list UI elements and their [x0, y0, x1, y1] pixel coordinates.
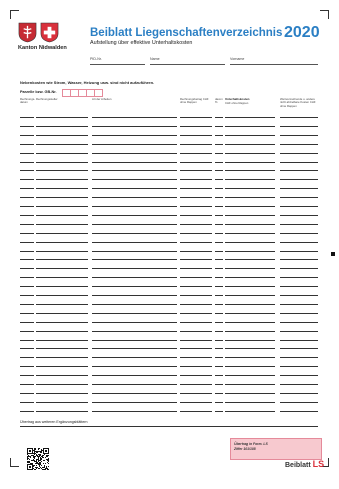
table-cell[interactable] — [92, 135, 177, 136]
nidwalden-coat-of-arms-icon — [18, 22, 37, 43]
table-cell[interactable] — [92, 366, 177, 367]
col-header-issuer: Rechnungssteller — [36, 97, 58, 101]
table-cell[interactable] — [180, 197, 212, 198]
col-header-maintenance-sub: CHF ohne Rappen — [225, 100, 249, 105]
table-cell[interactable] — [225, 206, 275, 207]
table-cell[interactable] — [180, 268, 212, 269]
table-cell[interactable] — [215, 179, 223, 180]
table-cell[interactable] — [225, 170, 275, 171]
table-cell[interactable] — [280, 233, 318, 234]
table-cell[interactable] — [280, 295, 318, 296]
table-cell[interactable] — [225, 144, 275, 145]
table-cell[interactable] — [92, 348, 177, 349]
table-cell[interactable] — [180, 402, 212, 403]
table-cell[interactable] — [20, 322, 34, 323]
table-cell[interactable] — [215, 366, 223, 367]
table-cell[interactable] — [225, 384, 275, 385]
table-cell[interactable] — [215, 117, 223, 118]
table-cell[interactable] — [92, 393, 177, 394]
table-cell[interactable] — [180, 348, 212, 349]
table-cell[interactable] — [20, 304, 34, 305]
table-cell[interactable] — [215, 188, 223, 189]
table-cell[interactable] — [20, 144, 34, 145]
table-cell[interactable] — [225, 357, 275, 358]
table-cell[interactable] — [20, 277, 34, 278]
table-cell[interactable] — [180, 384, 212, 385]
table-cell[interactable] — [280, 366, 318, 367]
tax-year: 2020 — [284, 24, 320, 41]
table-cell[interactable] — [280, 286, 318, 287]
table-cell[interactable] — [180, 295, 212, 296]
table-cell[interactable] — [36, 188, 88, 189]
table-cell[interactable] — [92, 331, 177, 332]
table-cell[interactable] — [180, 215, 212, 216]
table-cell[interactable] — [36, 348, 88, 349]
table-cell[interactable] — [280, 277, 318, 278]
table-cell[interactable] — [180, 233, 212, 234]
table-cell[interactable] — [92, 313, 177, 314]
table-cell[interactable] — [36, 179, 88, 180]
table-cell[interactable] — [92, 197, 177, 198]
table-cell[interactable] — [215, 295, 223, 296]
table-cell[interactable] — [20, 170, 34, 171]
table-cell[interactable] — [20, 286, 34, 287]
table-cell[interactable] — [92, 259, 177, 260]
table-cell[interactable] — [215, 153, 223, 154]
table-cell[interactable] — [36, 277, 88, 278]
table-cell[interactable] — [225, 331, 275, 332]
carry-over-label: Übertrag aus weiteren Ergänzungsblättern — [20, 420, 88, 424]
table-cell[interactable] — [280, 135, 318, 136]
table-cell[interactable] — [280, 348, 318, 349]
table-cell[interactable] — [180, 411, 212, 412]
document-title: Beiblatt Liegenschaftenverzeichnis — [90, 27, 283, 39]
table-cell[interactable] — [225, 348, 275, 349]
table-cell[interactable] — [215, 242, 223, 243]
table-cell[interactable] — [215, 277, 223, 278]
table-cell[interactable] — [180, 393, 212, 394]
table-cell[interactable] — [280, 375, 318, 376]
name-field[interactable] — [150, 64, 225, 65]
canton-name: Kanton Nidwalden — [18, 45, 67, 51]
table-cell[interactable] — [280, 188, 318, 189]
table-cell[interactable] — [92, 357, 177, 358]
table-cell[interactable] — [180, 366, 212, 367]
table-cell[interactable] — [20, 268, 34, 269]
table-cell[interactable] — [36, 411, 88, 412]
table-cell[interactable] — [280, 331, 318, 332]
table-cell[interactable] — [92, 304, 177, 305]
table-cell[interactable] — [92, 411, 177, 412]
table-cell[interactable] — [280, 197, 318, 198]
table-cell[interactable] — [92, 170, 177, 171]
table-cell[interactable] — [36, 322, 88, 323]
table-cell[interactable] — [215, 224, 223, 225]
table-cell[interactable] — [215, 251, 223, 252]
table-cell[interactable] — [36, 242, 88, 243]
table-cell[interactable] — [225, 153, 275, 154]
table-cell[interactable] — [92, 340, 177, 341]
transfer-line-2: Ziffer 101/108 — [234, 446, 256, 451]
table-cell[interactable] — [36, 197, 88, 198]
table-cell[interactable] — [92, 117, 177, 118]
table-cell[interactable] — [36, 251, 88, 252]
table-cell[interactable] — [36, 233, 88, 234]
table-cell[interactable] — [180, 331, 212, 332]
table-cell[interactable] — [215, 331, 223, 332]
table-cell[interactable] — [225, 366, 275, 367]
corner-mark-bottom-left — [10, 458, 19, 467]
table-cell[interactable] — [180, 259, 212, 260]
table-cell[interactable] — [36, 224, 88, 225]
table-cell[interactable] — [280, 117, 318, 118]
table-cell[interactable] — [36, 206, 88, 207]
transfer-line-1: Übertrag in Form. LS — [234, 442, 268, 446]
table-cell[interactable] — [92, 233, 177, 234]
table-cell[interactable] — [280, 268, 318, 269]
table-cell[interactable] — [36, 393, 88, 394]
table-cell[interactable] — [280, 340, 318, 341]
table-cell[interactable] — [20, 179, 34, 180]
table-cell[interactable] — [36, 117, 88, 118]
qr-code-icon — [27, 448, 49, 470]
table-cell[interactable] — [225, 277, 275, 278]
table-cell[interactable] — [36, 286, 88, 287]
table-cell[interactable] — [92, 242, 177, 243]
table-cell[interactable] — [280, 170, 318, 171]
table-cell[interactable] — [20, 295, 34, 296]
table-cell[interactable] — [92, 215, 177, 216]
instruction-note: Nebenkosten wie Strom, Wasser, Heizung usw. sind nicht aufzuführen. — [20, 80, 155, 85]
table-cell[interactable] — [225, 411, 275, 412]
table-cell[interactable] — [180, 206, 212, 207]
table-cell[interactable] — [215, 348, 223, 349]
table-cell[interactable] — [280, 179, 318, 180]
table-cell[interactable] — [215, 384, 223, 385]
table-cell[interactable] — [20, 375, 34, 376]
table-cell[interactable] — [180, 135, 212, 136]
vorname-label: Vorname — [230, 57, 245, 61]
table-cell[interactable] — [180, 144, 212, 145]
table-cell[interactable] — [92, 251, 177, 252]
table-cell[interactable] — [225, 402, 275, 403]
table-cell[interactable] — [280, 126, 318, 127]
table-cell[interactable] — [36, 259, 88, 260]
pid-label: PID-Nr. — [90, 57, 102, 61]
table-cell[interactable] — [280, 259, 318, 260]
table-cell[interactable] — [20, 411, 34, 412]
table-cell[interactable] — [225, 188, 275, 189]
table-cell[interactable] — [180, 188, 212, 189]
table-cell[interactable] — [225, 233, 275, 234]
table-cell[interactable] — [280, 242, 318, 243]
table-cell[interactable] — [280, 393, 318, 394]
table-cell[interactable] — [36, 340, 88, 341]
document-id-code: LS — [312, 459, 325, 469]
table-cell[interactable] — [215, 206, 223, 207]
document-id-label: Beiblatt — [285, 462, 311, 469]
table-cell[interactable] — [280, 144, 318, 145]
table-cell[interactable] — [20, 251, 34, 252]
table-cell[interactable] — [92, 322, 177, 323]
table-cell[interactable] — [92, 144, 177, 145]
registration-marker — [331, 252, 335, 256]
table-cell[interactable] — [36, 268, 88, 269]
vorname-field[interactable] — [230, 64, 318, 65]
table-cell[interactable] — [215, 375, 223, 376]
table-cell[interactable] — [20, 402, 34, 403]
parcel-box-5[interactable] — [94, 89, 103, 97]
table-cell[interactable] — [215, 144, 223, 145]
table-cell[interactable] — [20, 224, 34, 225]
table-cell[interactable] — [20, 242, 34, 243]
table-cell[interactable] — [180, 313, 212, 314]
col-header-maintenance-title: Unterhaltskosten — [225, 97, 250, 101]
table-cell[interactable] — [280, 215, 318, 216]
table-cell[interactable] — [225, 313, 275, 314]
table-cell[interactable] — [36, 304, 88, 305]
table-cell[interactable] — [280, 313, 318, 314]
table-cell[interactable] — [180, 117, 212, 118]
table-cell[interactable] — [215, 357, 223, 358]
table-cell[interactable] — [215, 215, 223, 216]
table-cell[interactable] — [92, 179, 177, 180]
table-cell[interactable] — [20, 135, 34, 136]
table-cell[interactable] — [92, 295, 177, 296]
table-cell[interactable] — [36, 215, 88, 216]
table-cell[interactable] — [36, 144, 88, 145]
parcel-label: Parzelle bzw. GB-Nr. — [20, 90, 57, 94]
table-cell[interactable] — [92, 153, 177, 154]
table-cell[interactable] — [215, 259, 223, 260]
table-cell[interactable] — [280, 251, 318, 252]
table-cell[interactable] — [225, 286, 275, 287]
table-cell[interactable] — [280, 322, 318, 323]
col-header-maintenance — [225, 98, 265, 105]
table-cell[interactable] — [215, 411, 223, 412]
table-cell[interactable] — [180, 126, 212, 127]
table-cell[interactable] — [20, 197, 34, 198]
table-cell[interactable] — [180, 277, 212, 278]
table-cell[interactable] — [280, 224, 318, 225]
table-cell[interactable] — [215, 197, 223, 198]
pid-field[interactable] — [90, 64, 145, 65]
table-cell[interactable] — [180, 357, 212, 358]
table-cell[interactable] — [280, 304, 318, 305]
table-cell[interactable] — [92, 286, 177, 287]
table-cell[interactable] — [20, 313, 34, 314]
table-cell[interactable] — [215, 304, 223, 305]
table-cell[interactable] — [36, 357, 88, 358]
table-cell[interactable] — [280, 411, 318, 412]
table-cell[interactable] — [20, 188, 34, 189]
table-cell[interactable] — [36, 170, 88, 171]
table-cell[interactable] — [92, 375, 177, 376]
table-cell[interactable] — [225, 322, 275, 323]
table-cell[interactable] — [36, 135, 88, 136]
table-cell[interactable] — [92, 126, 177, 127]
table-cell[interactable] — [225, 259, 275, 260]
table-cell[interactable] — [92, 268, 177, 269]
table-cell[interactable] — [215, 170, 223, 171]
table-cell[interactable] — [180, 375, 212, 376]
table-cell[interactable] — [92, 277, 177, 278]
table-cell[interactable] — [180, 322, 212, 323]
table-cell[interactable] — [225, 126, 275, 127]
table-cell[interactable] — [92, 162, 177, 163]
table-cell[interactable] — [215, 268, 223, 269]
table-cell[interactable] — [20, 233, 34, 234]
table-cell[interactable] — [225, 242, 275, 243]
table-cell[interactable] — [20, 393, 34, 394]
col-header-value-adding: Wertvermehrende u. andere nicht abzielbare Kosten CHF ohne Rappen — [280, 97, 316, 108]
document-subtitle: Aufstellung über effektive Unterhaltskosten — [90, 40, 193, 46]
table-cell[interactable] — [36, 366, 88, 367]
table-cell[interactable] — [92, 206, 177, 207]
table-cell[interactable] — [215, 402, 223, 403]
corner-mark-top-left — [10, 10, 19, 19]
table-cell[interactable] — [20, 348, 34, 349]
table-cell[interactable] — [92, 224, 177, 225]
table-cell[interactable] — [225, 268, 275, 269]
table-cell[interactable] — [36, 153, 88, 154]
table-cell[interactable] — [180, 179, 212, 180]
table-cell[interactable] — [36, 295, 88, 296]
table-cell[interactable] — [215, 322, 223, 323]
table-cell[interactable] — [280, 384, 318, 385]
table-cell[interactable] — [20, 153, 34, 154]
table-cell[interactable] — [225, 340, 275, 341]
table-cell[interactable] — [225, 304, 275, 305]
col-header-date: Rechnungs-datum — [20, 97, 36, 105]
table-cell[interactable] — [180, 170, 212, 171]
table-cell[interactable] — [225, 197, 275, 198]
col-header-work: Art der Arbeiten — [92, 97, 112, 101]
table-cell[interactable] — [180, 340, 212, 341]
table-cell[interactable] — [225, 251, 275, 252]
table-cell[interactable] — [20, 117, 34, 118]
table-cell[interactable] — [280, 357, 318, 358]
table-cell[interactable] — [20, 384, 34, 385]
table-cell[interactable] — [180, 162, 212, 163]
table-cell[interactable] — [225, 117, 275, 118]
table-cell[interactable] — [225, 162, 275, 163]
table-cell[interactable] — [36, 126, 88, 127]
table-cell[interactable] — [92, 402, 177, 403]
table-cell[interactable] — [20, 366, 34, 367]
table-cell[interactable] — [280, 162, 318, 163]
table-cell[interactable] — [20, 340, 34, 341]
table-cell[interactable] — [215, 233, 223, 234]
table-cell[interactable] — [180, 242, 212, 243]
carry-over-line — [20, 426, 318, 427]
table-cell[interactable] — [36, 331, 88, 332]
table-cell[interactable] — [20, 259, 34, 260]
table-cell[interactable] — [20, 215, 34, 216]
table-cell[interactable] — [20, 357, 34, 358]
table-cell[interactable] — [180, 153, 212, 154]
name-label: Name — [150, 57, 160, 61]
table-cell[interactable] — [225, 375, 275, 376]
table-cell[interactable] — [20, 331, 34, 332]
table-cell[interactable] — [225, 179, 275, 180]
corner-mark-top-right — [320, 10, 329, 19]
table-cell[interactable] — [92, 188, 177, 189]
table-cell[interactable] — [180, 224, 212, 225]
table-cell[interactable] — [36, 375, 88, 376]
table-cell[interactable] — [225, 224, 275, 225]
table-cell[interactable] — [20, 126, 34, 127]
table-cell[interactable] — [280, 206, 318, 207]
table-cell[interactable] — [225, 393, 275, 394]
table-cell[interactable] — [215, 135, 223, 136]
table-cell[interactable] — [225, 215, 275, 216]
transfer-box-text — [234, 442, 268, 452]
table-cell[interactable] — [225, 135, 275, 136]
table-cell[interactable] — [215, 286, 223, 287]
table-cell[interactable] — [92, 384, 177, 385]
table-cell[interactable] — [280, 402, 318, 403]
table-cell[interactable] — [36, 402, 88, 403]
table-cell[interactable] — [36, 162, 88, 163]
table-cell[interactable] — [180, 286, 212, 287]
table-cell[interactable] — [280, 153, 318, 154]
table-cell[interactable] — [215, 393, 223, 394]
table-cell[interactable] — [180, 251, 212, 252]
table-cell[interactable] — [225, 295, 275, 296]
table-cell[interactable] — [20, 162, 34, 163]
document-id — [285, 459, 324, 469]
table-cell[interactable] — [215, 340, 223, 341]
table-cell[interactable] — [36, 384, 88, 385]
table-cell[interactable] — [215, 162, 223, 163]
swiss-cross-icon — [40, 22, 59, 43]
table-cell[interactable] — [215, 313, 223, 314]
table-cell[interactable] — [215, 126, 223, 127]
col-header-percent: davon % — [215, 97, 223, 105]
table-cell[interactable] — [180, 304, 212, 305]
table-cell[interactable] — [36, 313, 88, 314]
col-header-amount: Rechnungsbetrag CHF ohne Rappen — [180, 97, 209, 105]
table-cell[interactable] — [20, 206, 34, 207]
